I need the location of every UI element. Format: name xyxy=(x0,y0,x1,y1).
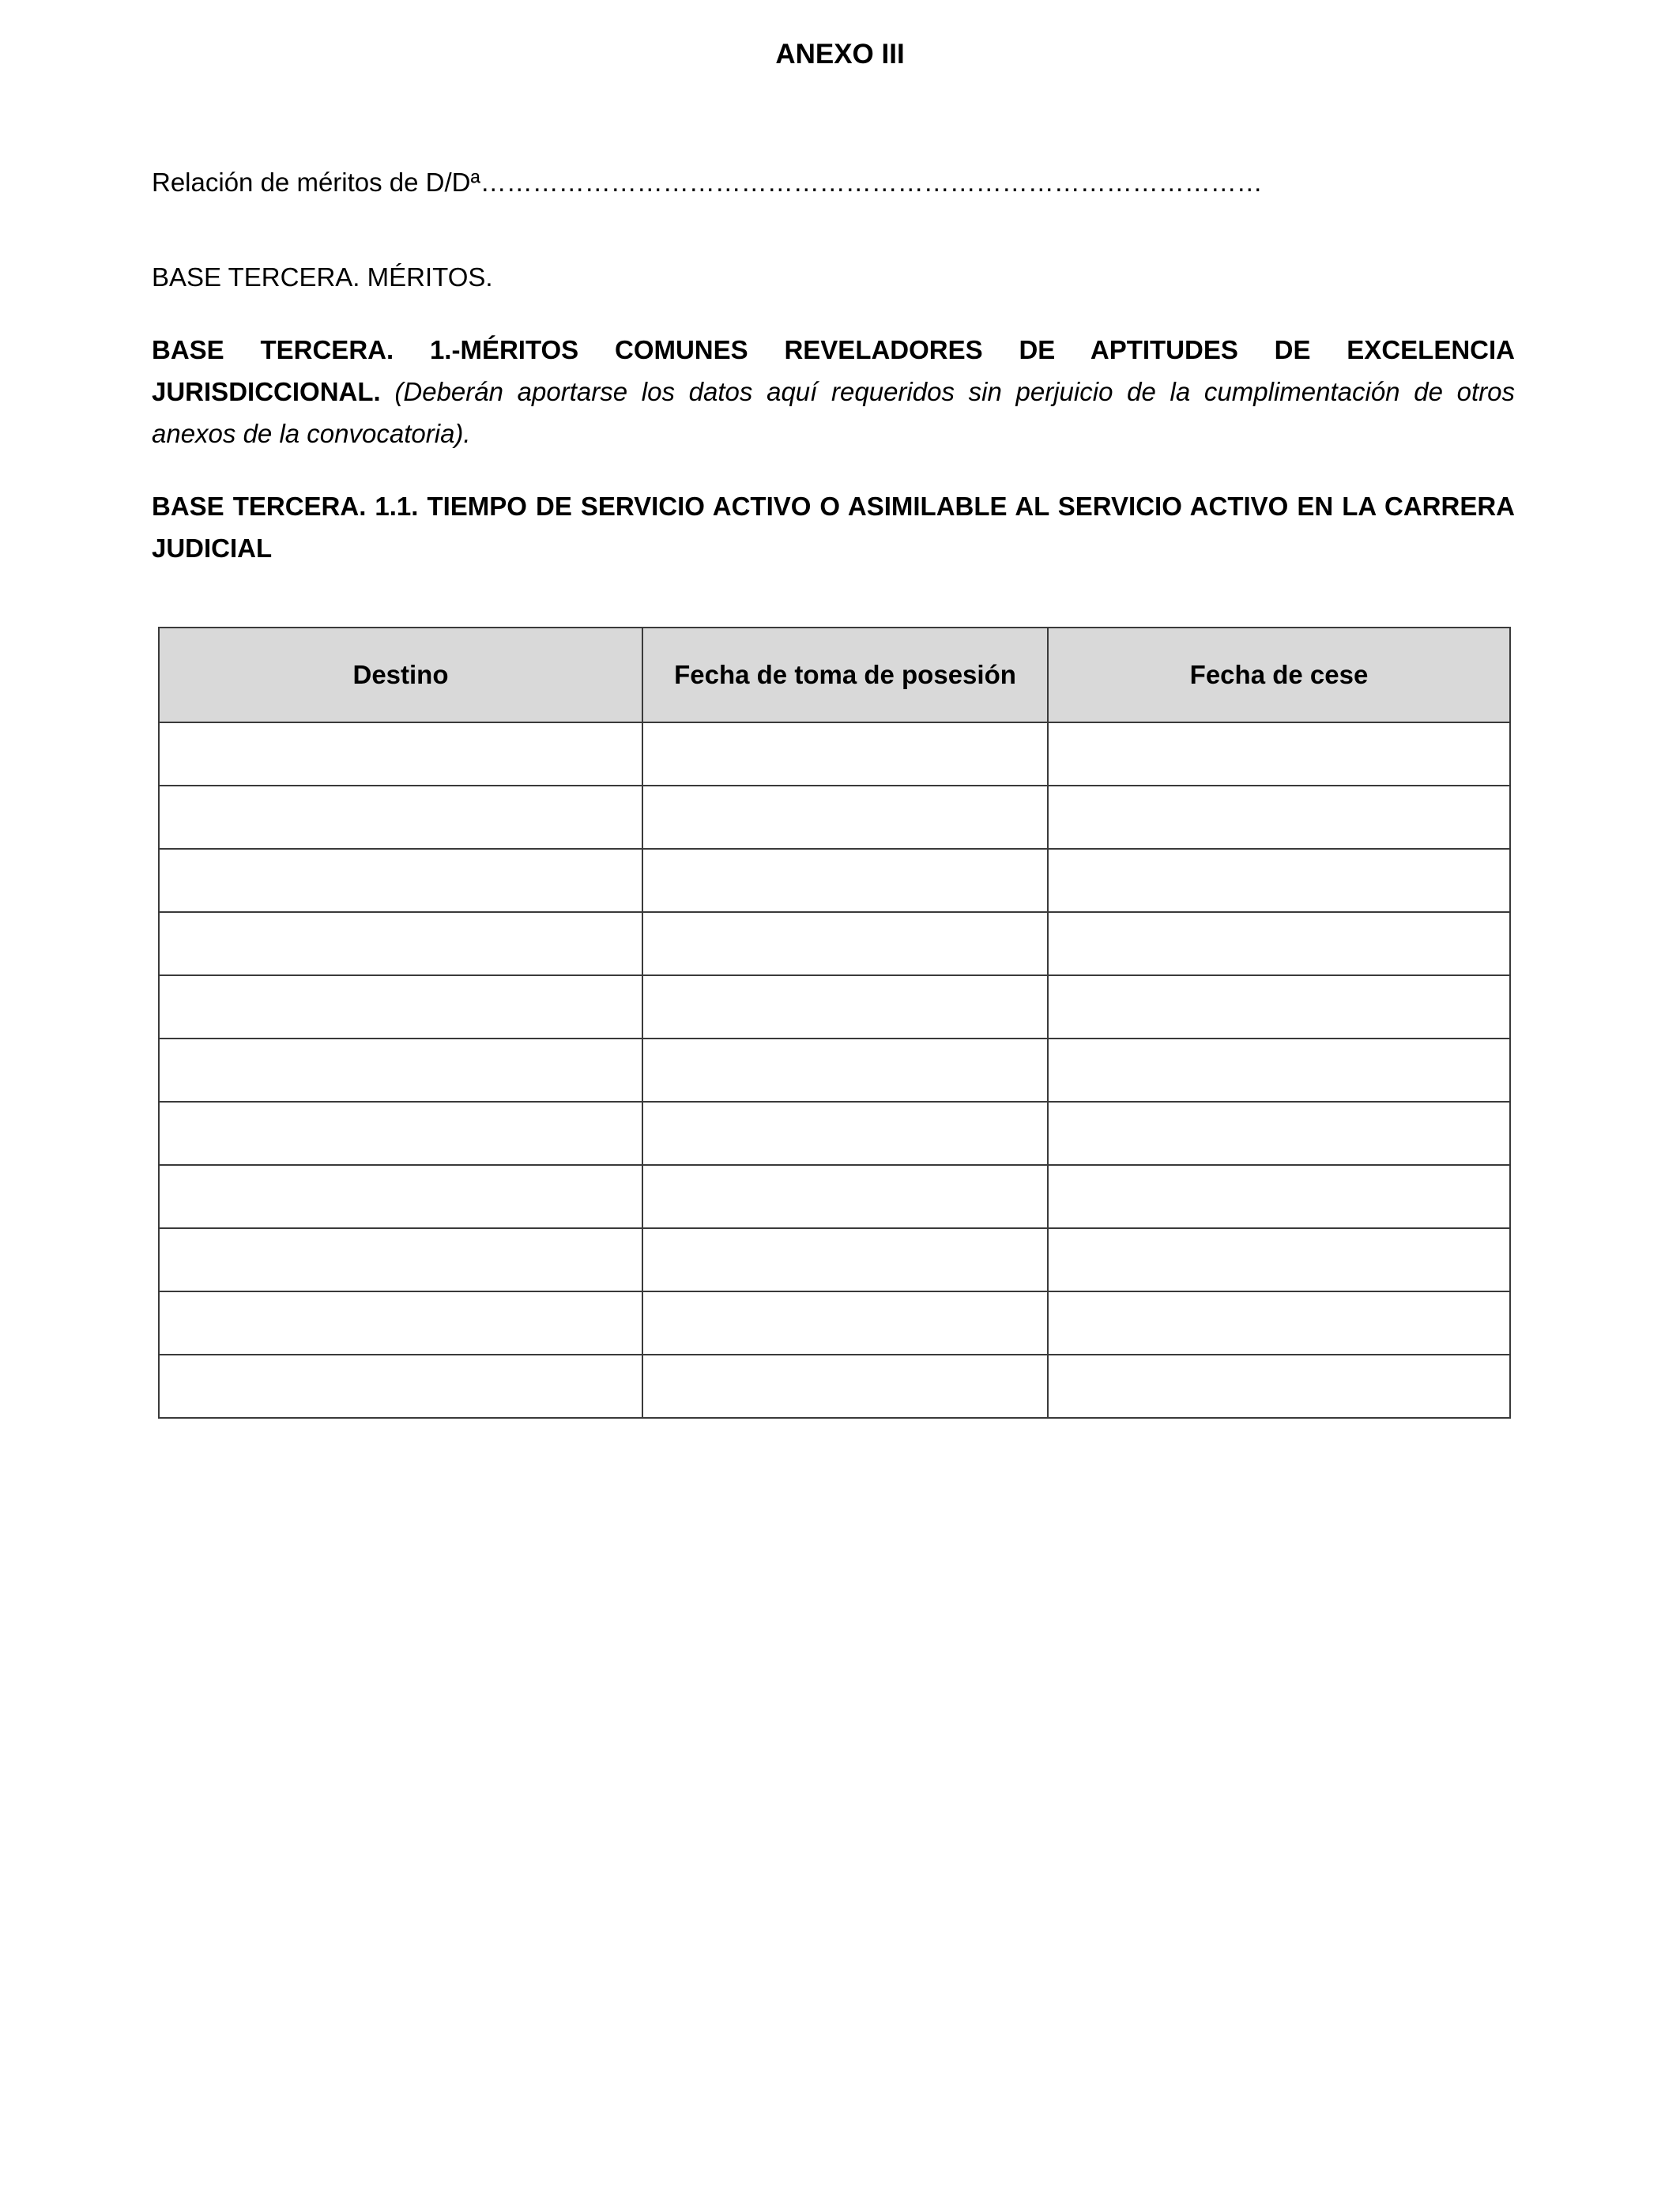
cell-fecha-cese[interactable] xyxy=(1048,1355,1510,1418)
cell-fecha-cese[interactable] xyxy=(1048,1102,1510,1165)
section-heading: BASE TERCERA. MÉRITOS. xyxy=(152,262,493,292)
cell-fecha-cese[interactable] xyxy=(1048,1228,1510,1291)
cell-fecha-toma-posesion[interactable] xyxy=(642,1039,1048,1102)
cell-destino[interactable] xyxy=(159,849,642,912)
base-tercera-paragraph-2: BASE TERCERA. 1.1. TIEMPO DE SERVICIO ACTIVO O ASIMILABLE AL SERVICIO ACTIVO EN LA CARRERA JUDICIAL xyxy=(152,492,1515,563)
table-row xyxy=(159,1291,1510,1355)
base-tercera-paragraph-1 xyxy=(152,329,1515,454)
cell-fecha-cese[interactable] xyxy=(1048,1165,1510,1228)
cell-fecha-cese[interactable] xyxy=(1048,1039,1510,1102)
header-fecha-toma-posesion: Fecha de toma de posesión xyxy=(642,628,1048,722)
cell-fecha-cese[interactable] xyxy=(1048,849,1510,912)
cell-destino[interactable] xyxy=(159,975,642,1039)
cell-fecha-cese[interactable] xyxy=(1048,1291,1510,1355)
header-fecha-cese: Fecha de cese xyxy=(1048,628,1510,722)
table-row xyxy=(159,786,1510,849)
cell-fecha-toma-posesion[interactable] xyxy=(642,786,1048,849)
table-row xyxy=(159,1355,1510,1418)
cell-fecha-toma-posesion[interactable] xyxy=(642,1355,1048,1418)
cell-destino[interactable] xyxy=(159,1291,642,1355)
table-row xyxy=(159,1039,1510,1102)
table-row xyxy=(159,722,1510,786)
cell-fecha-toma-posesion[interactable] xyxy=(642,849,1048,912)
cell-fecha-cese[interactable] xyxy=(1048,912,1510,975)
cell-fecha-toma-posesion[interactable] xyxy=(642,1165,1048,1228)
paragraph-1-italic-note: (Deberán aportarse los datos aquí requeridos sin perjuicio de la cumplimentación de otros anexos de la convocatoria). xyxy=(152,377,1515,448)
cell-destino[interactable] xyxy=(159,1039,642,1102)
cell-fecha-toma-posesion[interactable] xyxy=(642,1228,1048,1291)
cell-fecha-cese[interactable] xyxy=(1048,722,1510,786)
paragraph-1-bold-text: BASE TERCERA. 1.-MÉRITOS COMUNES REVELADORES DE APTITUDES DE EXCELENCIA JURISDICCIONAL. xyxy=(152,335,1515,406)
cell-fecha-cese[interactable] xyxy=(1048,786,1510,849)
cell-fecha-toma-posesion[interactable] xyxy=(642,1291,1048,1355)
table-row xyxy=(159,1228,1510,1291)
header-destino: Destino xyxy=(159,628,642,722)
table-row xyxy=(159,849,1510,912)
cell-destino[interactable] xyxy=(159,1355,642,1418)
table-row xyxy=(159,912,1510,975)
table-header-row xyxy=(159,628,1510,722)
table-body xyxy=(159,722,1510,1418)
cell-destino[interactable] xyxy=(159,1102,642,1165)
cell-fecha-toma-posesion[interactable] xyxy=(642,975,1048,1039)
table-row xyxy=(159,1102,1510,1165)
table-row xyxy=(159,975,1510,1039)
cell-fecha-toma-posesion[interactable] xyxy=(642,1102,1048,1165)
service-time-table xyxy=(158,627,1511,1419)
cell-destino[interactable] xyxy=(159,1228,642,1291)
cell-destino[interactable] xyxy=(159,1165,642,1228)
cell-fecha-toma-posesion[interactable] xyxy=(642,722,1048,786)
table-row xyxy=(159,1165,1510,1228)
cell-fecha-cese[interactable] xyxy=(1048,975,1510,1039)
cell-destino[interactable] xyxy=(159,912,642,975)
cell-fecha-toma-posesion[interactable] xyxy=(642,912,1048,975)
document-title: ANEXO III xyxy=(775,39,905,70)
cell-destino[interactable] xyxy=(159,786,642,849)
relacion-meritos-line: Relación de méritos de D/Dª……………………………………………………………………………… xyxy=(152,168,1263,197)
cell-destino[interactable] xyxy=(159,722,642,786)
